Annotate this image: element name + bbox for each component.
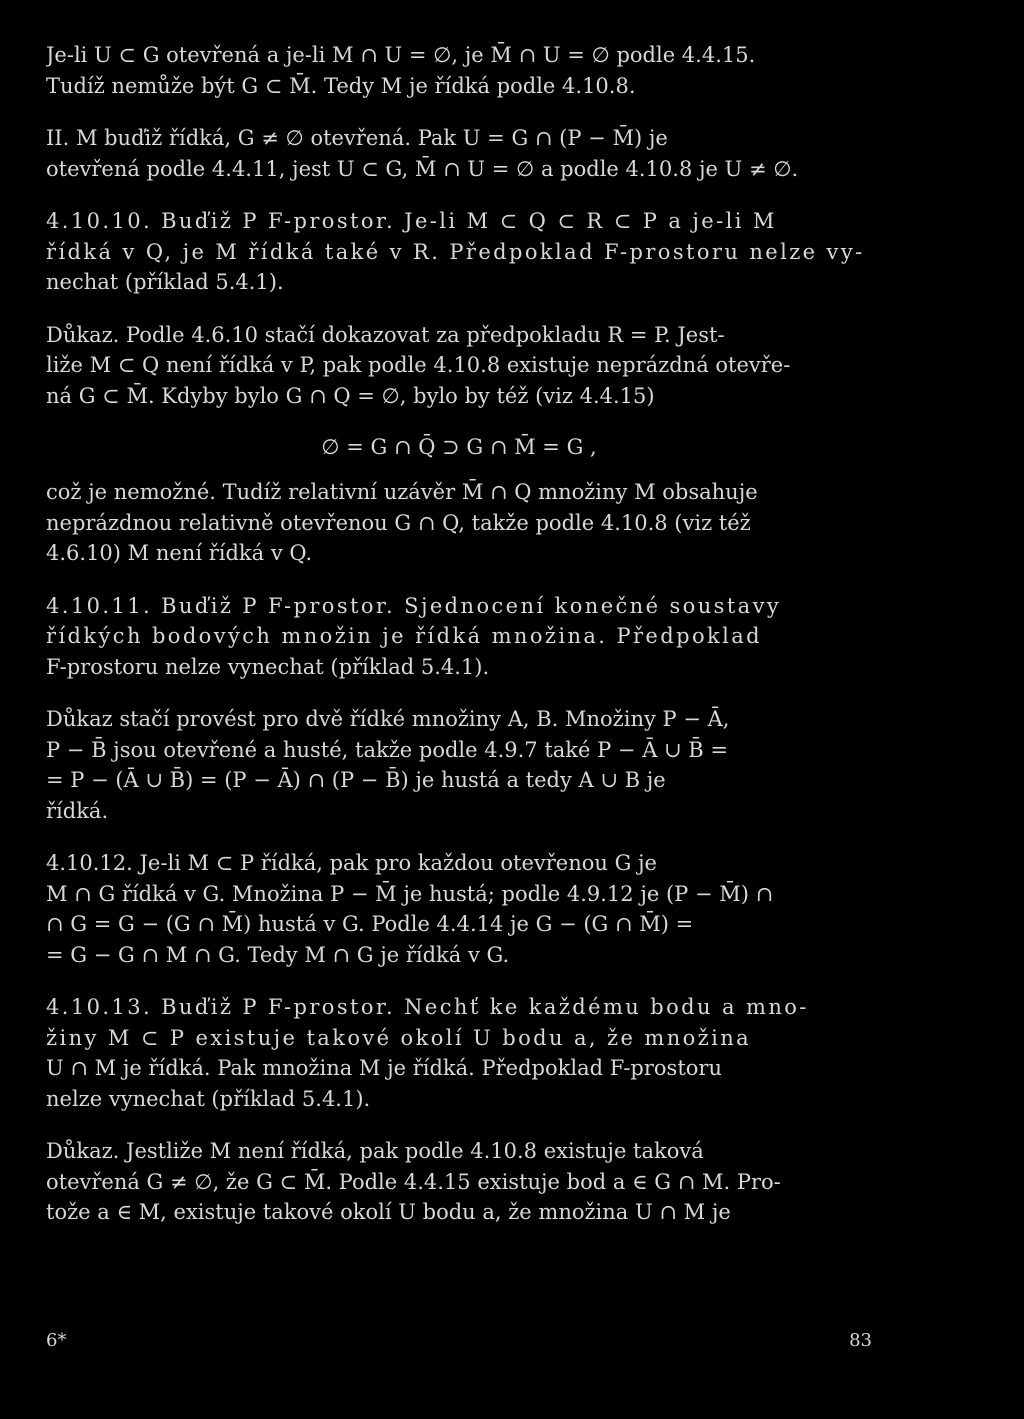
proof-4-10-13 [46,1136,872,1228]
text-line: 4.10.11. Buďiž P F-prostor. Sjednocení konečné soustavy [46,593,782,618]
text-line: M ∩ G řídká v G. Množina P − M̄ je hustá; podle 4.9.12 je (P − M̄) ∩ [46,881,774,906]
text-line: což je nemožné. Tudíž relativní uzávěr M̄ ∩ Q množiny M obsahuje [46,480,758,504]
text-line: F-prostoru nelze vynechat (příklad 5.4.1). [46,654,490,679]
text-line: nechat (příklad 5.4.1). [46,270,284,294]
text-line: Je-li U ⊂ G otevřená a je-li M ∩ U = ∅, je M̄ ∩ U = ∅ podle 4.4.15. [46,43,756,67]
text-line: 4.10.10. Buďiž P F-prostor. Je-li M ⊂ Q ⊂ R ⊂ P a je-li M [46,209,777,233]
signature-mark: 6* [46,1330,67,1351]
text-line: otevřená podle 4.4.11, jest U ⊂ G, M̄ ∩ U = ∅ a podle 4.10.8 je U ≠ ∅. [46,156,799,181]
text-line: liže M ⊂ Q není řídká v P, pak podle 4.10.8 existuje neprázdná otevře- [46,353,791,377]
paragraph-1 [46,40,872,101]
proof-4-10-11 [46,704,872,826]
text-line: Důkaz. Jestliže M není řídká, pak podle 4.10.8 existuje taková [46,1139,704,1163]
proof-4-10-10 [46,320,872,412]
text-line: U ∩ M je řídká. Pak množina M je řídká. Předpoklad F-prostoru [46,1056,722,1080]
text-line: 4.10.12. Je-li M ⊂ P řídká, pak pro každou otevřenou G je [46,851,657,875]
theorem-4-10-12 [46,848,872,970]
paragraph-conclusion [46,477,872,569]
theorem-4-10-11 [46,591,872,683]
display-formula: ∅ = G ∩ Q̄ ⊃ G ∩ M̄ = G , [321,435,597,459]
page [46,40,872,1370]
text-line: 4.6.10) M není řídká v Q. [46,541,313,565]
text-line: Důkaz. Podle 4.6.10 stačí dokazovat za předpokladu R = P. Jest- [46,322,725,347]
text-line: = G − G ∩ M ∩ G. Tedy M ∩ G je řídká v G. [46,942,510,967]
text-line: ∩ G = G − (G ∩ M̄) hustá v G. Podle 4.4.14 je G − (G ∩ M̄) = [46,912,694,936]
page-footer [46,1330,872,1351]
text-line: ná G ⊂ M̄. Kdyby bylo G ∩ Q = ∅, bylo by též (viz 4.4.15) [46,383,655,408]
text-line: neprázdnou relativně otevřenou G ∩ Q, takže podle 4.10.8 (viz též [46,510,751,535]
text-line: 4.10.13. Buďiž P F-prostor. Nechť ke každému bodu a mno- [46,995,809,1019]
text-line: Tudíž nemůže být G ⊂ M̄. Tedy M je řídká podle 4.10.8. [46,73,636,98]
text-line: P − B̄ jsou otevřené a husté, takže podle 4.9.7 také P − Ā ∪ B̄ = [46,737,729,762]
text-line: řídká v Q, je M řídká také v R. Předpoklad F-prostoru nelze vy- [46,239,865,264]
text-line: = P − (Ā ∪ B̄) = (P − Ā) ∩ (P − B̄) je hustá a tedy A ∪ B je [46,768,666,792]
text-line: II. M buďiž řídká, G ≠ ∅ otevřená. Pak U = G ∩ (P − M̄) je [46,126,668,150]
theorem-4-10-10 [46,206,872,298]
text-line: otevřená G ≠ ∅, že G ⊂ M̄. Podle 4.4.15 existuje bod a ∈ G ∩ M. Pro- [46,1169,781,1194]
text-line: řídkých bodových množin je řídká množina. Předpoklad [46,624,762,648]
text-line: Důkaz stačí provést pro dvě řídké množiny A, B. Množiny P − Ā, [46,707,730,731]
paragraph-2 [46,123,872,184]
text-line: řídká. [46,798,109,823]
page-number: 83 [849,1330,872,1351]
theorem-4-10-13 [46,992,872,1114]
text-line: nelze vynechat (příklad 5.4.1). [46,1086,371,1111]
text-line: tože a ∈ M, existuje takové okolí U bodu a, že množina U ∩ M je [46,1200,731,1224]
text-line: žiny M ⊂ P existuje takové okolí U bodu a, že množina [46,1025,752,1050]
